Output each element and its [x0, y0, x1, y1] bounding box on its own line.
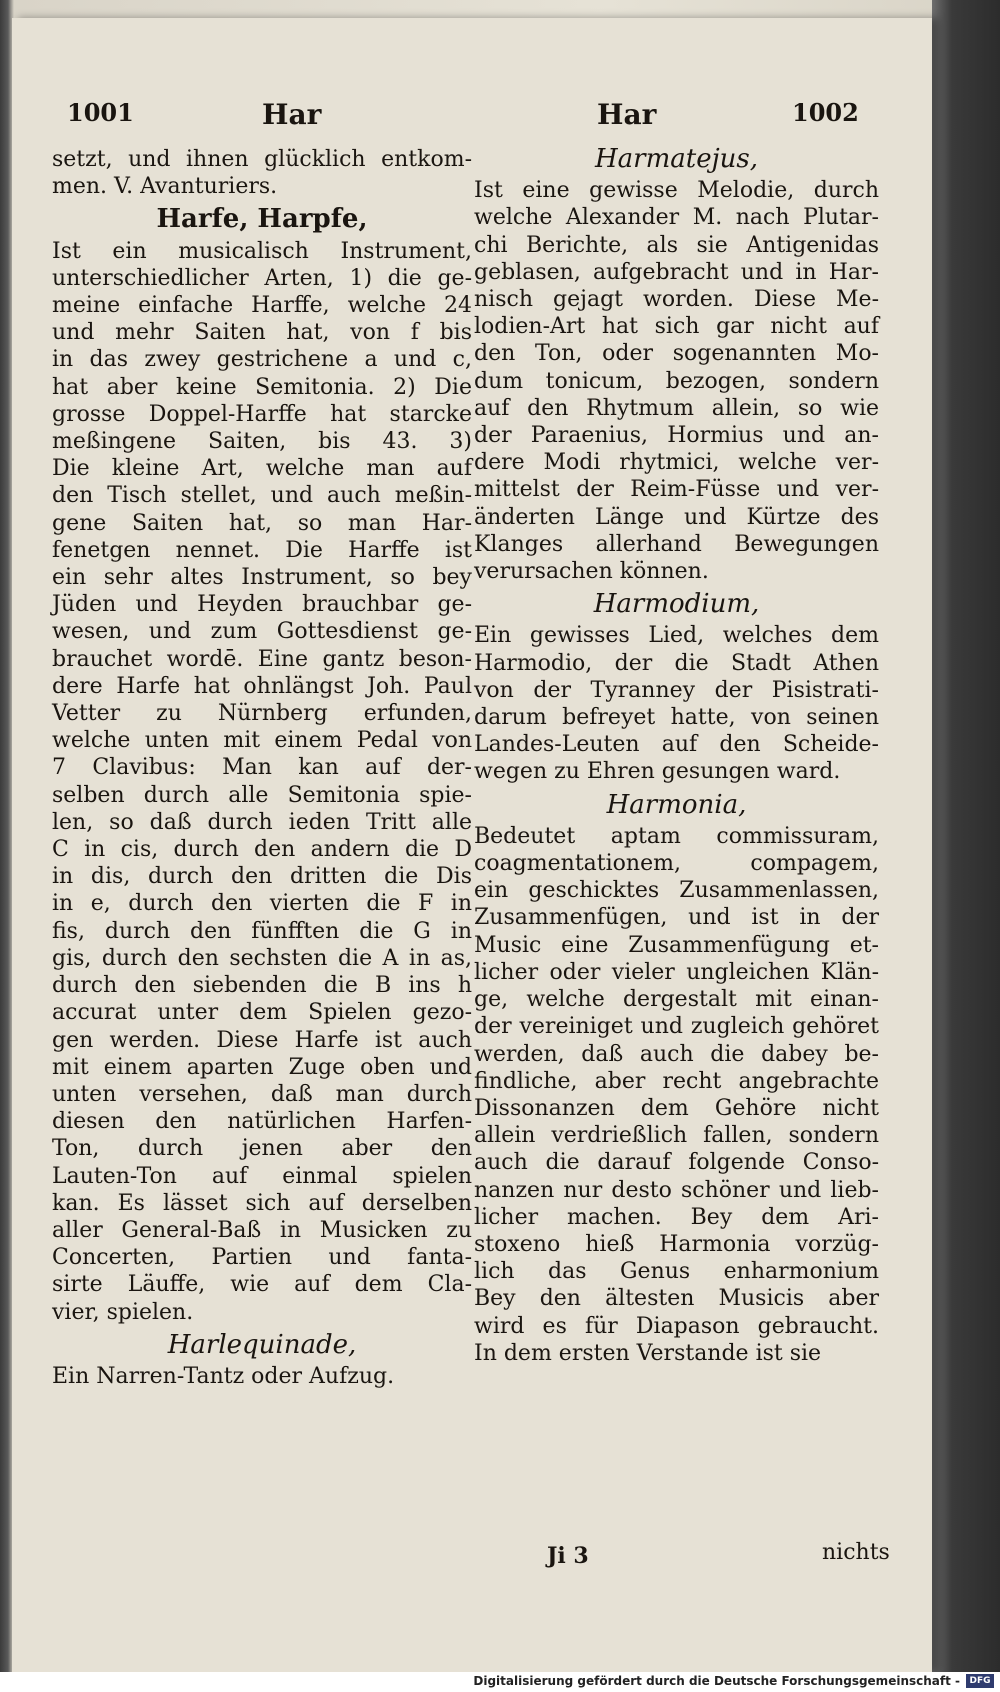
text-line: vier, spielen.: [52, 1299, 194, 1325]
dfg-logo: DFG: [966, 1674, 994, 1688]
text-line: Die kleine Art, welche man auf: [52, 456, 472, 482]
signature-mark: Ji 3: [547, 1543, 589, 1569]
text-line: dere Modi rhytmici, welche ver-: [474, 450, 879, 476]
right-column: [474, 146, 879, 1367]
entry-text-harmatejus: [474, 177, 879, 585]
entry-text-harmonia: [474, 823, 879, 1367]
text-line: Bedeutet aptam commissuram,: [474, 823, 879, 849]
text-line: In dem ersten Verstande ist sie: [474, 1340, 822, 1366]
entry-text-harfe: [52, 238, 472, 1326]
text-line: ein geschicktes Zusammenlassen,: [474, 878, 879, 904]
text-line: Bey den ältesten Musicis aber: [474, 1286, 879, 1312]
catchword: nichts: [822, 1540, 890, 1565]
text-line: men. V. Avanturiers.: [52, 174, 278, 200]
text-line: unten versehen, daß man durch: [52, 1081, 472, 1107]
entry-text-harlequinade: [52, 1363, 472, 1390]
text-line: nanzen nur desto schöner und lieb-: [474, 1177, 879, 1203]
scan-edge: [932, 0, 1000, 1692]
text-line: licher machen. Bey dem Ari-: [474, 1204, 879, 1230]
text-line: wesen, und zum Gottesdienst ge-: [52, 619, 472, 645]
text-line: diesen den natürlichen Harfen-: [52, 1109, 472, 1135]
text-line: darum befreyet hatte, von seinen: [474, 705, 879, 731]
text-line: dere Harfe hat ohnlängst Joh. Paul: [52, 673, 472, 699]
text-line: accurat unter dem Spielen gezo-: [52, 1000, 472, 1026]
text-line: Vetter zu Nürnberg erfunden,: [52, 701, 472, 727]
text-line: in e, durch den vierten die F in: [52, 891, 472, 917]
text-line: der Paraenius, Hormius und an-: [474, 423, 879, 449]
text-line: gen werden. Diese Harfe ist auch: [52, 1027, 472, 1053]
text-line: Ein Narren-Tantz oder Aufzug.: [52, 1363, 395, 1389]
text-line: welche Alexander M. nach Plutar-: [474, 205, 879, 231]
text-line: Landes-Leuten auf den Scheide-: [474, 732, 879, 758]
text-line: lich das Genus enharmonium: [474, 1259, 879, 1285]
text-line: licher oder vieler ungleichen Klän-: [474, 959, 879, 985]
text-line: Lauten-Ton auf einmal spielen: [52, 1163, 472, 1189]
text-line: Dissonanzen dem Gehöre nicht: [474, 1095, 879, 1121]
text-line: 7 Clavibus: Man kan auf der-: [52, 755, 472, 781]
text-line: Concerten, Partien und fanta-: [52, 1245, 472, 1271]
text-line: auch die darauf folgende Conso-: [474, 1150, 879, 1176]
text-line: meßingene Saiten, bis 43. 3): [52, 429, 472, 455]
running-keyword-right: Har: [597, 98, 657, 131]
left-column: [52, 146, 472, 1390]
text-line: Ist ein musicalisch Instrument,: [52, 238, 472, 264]
text-line: meine einfache Harffe, welche 24: [52, 293, 472, 319]
entry-heading-harmodium: Harmodium,: [593, 589, 760, 620]
text-line: coagmentationem, compagem,: [474, 851, 879, 877]
page-number-left: 1001: [67, 98, 134, 127]
running-keyword-left: Har: [262, 98, 322, 131]
text-line: werden, daß auch die dabey be-: [474, 1041, 879, 1067]
text-line: dum tonicum, bezogen, sondern: [474, 368, 879, 394]
text-line: gene Saiten hat, so man Har-: [52, 510, 472, 536]
text-line: den Ton, oder sogenannten Mo-: [474, 341, 879, 367]
text-line: in das zwey gestrichene a und c,: [52, 347, 472, 373]
text-line: auf den Rhytmum allein, so wie: [474, 395, 879, 421]
text-line: Ton, durch jenen aber den: [52, 1136, 472, 1162]
text-line: findliche, aber recht angebrachte: [474, 1068, 879, 1094]
entry-heading-harfe: Harfe, Harpfe,: [156, 204, 368, 235]
text-line: unterschiedlicher Arten, 1) die ge-: [52, 265, 472, 291]
text-line: Zusammenfügen, und ist in der: [474, 905, 879, 931]
text-line: gis, durch den sechsten die A in as,: [52, 945, 472, 971]
text-line: durch den siebenden die B ins h: [52, 973, 472, 999]
book-page: [12, 18, 932, 1673]
text-line: wird es für Diapason gebraucht.: [474, 1313, 879, 1339]
text-line: hat aber keine Semitonia. 2) Die: [52, 374, 472, 400]
text-line: stoxeno hieß Harmonia vorzüg-: [474, 1231, 879, 1257]
text-line: nisch gejagt worden. Diese Me-: [474, 287, 879, 313]
entry-heading-harmonia: Harmonia,: [606, 789, 747, 820]
text-line: Jüden und Heyden brauchbar ge-: [52, 592, 472, 618]
entry-heading-harlequinade: Harlequinade,: [167, 1329, 357, 1360]
text-line: kan. Es lässet sich auf derselben: [52, 1190, 472, 1216]
left-intro-text: [52, 146, 472, 200]
text-line: wegen zu Ehren gesungen ward.: [474, 759, 841, 785]
page-number-right: 1002: [792, 98, 859, 127]
entry-text-harmodium: [474, 622, 879, 785]
text-line: setzt, und ihnen glücklich entkom-: [52, 147, 472, 172]
text-line: Music eine Zusammenfügung et-: [474, 932, 879, 958]
text-line: von der Tyranney der Pisistrati-: [474, 677, 879, 703]
text-line: Ein gewisses Lied, welches dem: [474, 623, 879, 649]
text-line: C in cis, durch den andern die D: [52, 837, 472, 863]
digitization-credit-bar: [0, 1672, 1000, 1692]
text-line: welche unten mit einem Pedal von: [52, 728, 472, 754]
text-line: änderten Länge und Kürtze des: [474, 504, 879, 530]
text-line: ein sehr altes Instrument, so bey: [52, 565, 472, 591]
text-line: chi Berichte, als sie Antigenidas: [474, 232, 879, 258]
entry-heading-harmatejus: Harmatejus,: [594, 144, 758, 174]
text-line: selben durch alle Semitonia spie-: [52, 782, 472, 808]
text-line: len, so daß durch ieden Tritt alle: [52, 809, 472, 835]
text-line: geblasen, aufgebracht und in Har-: [474, 259, 879, 285]
text-line: in dis, durch den dritten die Dis: [52, 864, 472, 890]
credit-text: Digitalisierung gefördert durch die Deutsche Forschungsgemeinschaft -: [473, 1674, 960, 1688]
text-line: Ist eine gewisse Melodie, durch: [474, 178, 879, 204]
text-line: mittelst der Reim-Füsse und ver-: [474, 477, 879, 503]
text-line: Harmodio, der die Stadt Athen: [474, 650, 879, 676]
text-line: und mehr Saiten hat, von f bis: [52, 320, 472, 346]
text-line: verursachen können.: [474, 559, 709, 585]
text-line: Klanges allerhand Bewegungen: [474, 531, 879, 557]
text-line: der vereiniget und zugleich gehöret: [474, 1014, 879, 1040]
text-line: allein verdrießlich fallen, sondern: [474, 1123, 879, 1149]
text-line: fis, durch den fünfften die G in: [52, 918, 472, 944]
text-line: grosse Doppel-Harffe hat starcke: [52, 401, 472, 427]
text-line: fenetgen nennet. Die Harffe ist: [52, 537, 472, 563]
text-line: mit einem aparten Zuge oben und: [52, 1054, 472, 1080]
text-line: brauchet wordē. Eine gantz beson-: [52, 646, 472, 672]
text-line: ge, welche dergestalt mit einan-: [474, 987, 879, 1013]
text-line: aller General-Baß in Musicken zu: [52, 1217, 472, 1243]
text-line: den Tisch stellet, und auch meßin-: [52, 483, 472, 509]
running-header: [12, 98, 932, 138]
text-line: lodien-Art hat sich gar nicht auf: [474, 314, 879, 340]
text-line: sirte Läuffe, wie auf dem Cla-: [52, 1272, 472, 1298]
